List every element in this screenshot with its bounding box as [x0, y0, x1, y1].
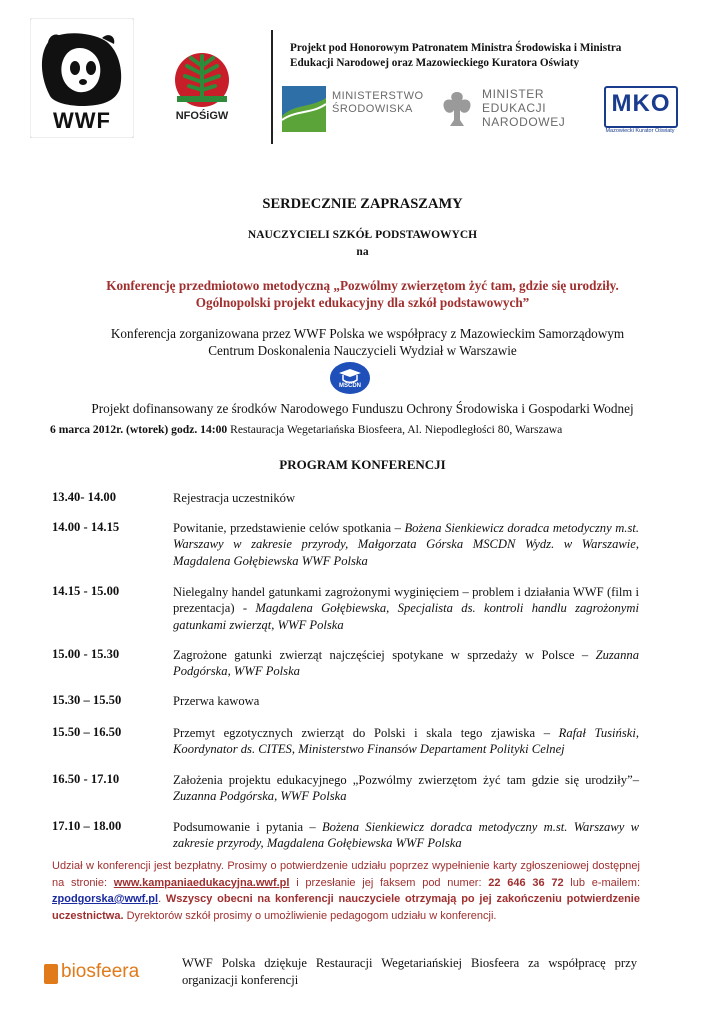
organizer-line-2: Centrum Doskonalenia Nauczycieli Wydział w Warszawie — [208, 343, 517, 358]
program-time: 14.15 - 15.00 — [52, 584, 120, 598]
program-description: Przerwa kawowa — [173, 694, 260, 708]
program-time: 15.00 - 15.30 — [52, 647, 120, 661]
ministry-education-line-1: MINISTER — [482, 87, 545, 101]
audience-na: na — [356, 246, 369, 258]
nfosigw-logo — [163, 48, 241, 132]
conference-title-line-1: Konferencję przedmiotowo metodyczną „Pozwólmy zwierzętom żyć tam, gdzie się urodziły. — [106, 278, 619, 293]
program-description: Podsumowanie i pytania – Bożena Sienkiewicz doradca metodyczny m.st. Warszawy w zakresie przyrody, Magdalena Gołębiewska WWF Polska — [173, 820, 639, 851]
program-time: 15.30 – 15.50 — [52, 693, 122, 707]
program-description: Zagrożone gatunki zwierząt najczęściej spotykane w sprzedaży w Polsce – Zuzanna Podgórska, WWF Polska — [173, 648, 639, 679]
program-time: 16.50 - 17.10 — [52, 772, 120, 786]
patronage-text — [290, 41, 710, 71]
nfosigw-wordmark: NFOŚiGW — [175, 110, 229, 122]
organizer-line-1: Konferencja zorganizowana przez WWF Polska we współpracy z Mazowieckim Samorządowym — [110, 326, 625, 341]
wwf-logo — [30, 18, 134, 138]
biosfeera-wordmark: biosfeera — [61, 961, 140, 982]
header-divider — [271, 30, 273, 144]
ministry-education-line-2: EDUKACJI — [482, 101, 547, 115]
ministry-education-logo — [440, 86, 582, 134]
event-date: 6 marca 2012r. (wtorek) godz. 14:00 — [50, 423, 228, 436]
mscdn-wordmark: MSCDN — [339, 383, 361, 389]
patronage-line-1: Projekt pod Honorowym Patronatem Ministra Środowiska i Ministra — [290, 42, 622, 54]
program-time: 13.40- 14.00 — [52, 490, 117, 504]
campaign-website-link[interactable]: www.kampaniaedukacyjna.wwf.pl — [113, 876, 290, 889]
program-description: Przemyt egzotycznych zwierząt do Polski i skala tego zjawiska – Rafał Tusiński, Koordynator ds. CITES, Ministerstwo Finansów Departament Polityki Celnej — [173, 726, 639, 757]
fax-number: 22 646 36 72 — [488, 876, 564, 889]
ministry-environment-line-2: ŚRODOWISKA — [332, 103, 413, 115]
conference-title-line-2: Ogólnopolski projekt edukacyjny dla szkół podstawowych” — [195, 295, 530, 310]
program-time: 15.50 – 16.50 — [52, 725, 122, 739]
program-description: Założenia projektu edukacyjnego „Pozwólmy zwierzętom żyć tam gdzie się urodziły”– Zuzanna Podgórska, WWF Polska — [173, 773, 639, 804]
program-title: PROGRAM KONFERENCJI — [279, 457, 446, 472]
date-venue — [50, 423, 562, 436]
program-description: Nielegalny handel gatunkami zagrożonymi wyginięciem – problem i działania WWF (film i prezentacja) - Magdalena Gołębiewska, Specjalista ds. kontroli handlu zagrożonymi gatunkami zwierząt, WWF Polska — [173, 585, 639, 632]
program-description: Powitanie, przedstawienie celów spotkania – Bożena Sienkiewicz doradca metodyczny m.st. Warszawy w zakresie przyrody, Małgorzata Górska MSCDN Wydz. w Warszawie, Magdalena Gołębiewska WWF Polska — [173, 521, 640, 568]
program-time: 14.00 - 14.15 — [52, 520, 120, 534]
invitation-heading: SERDECZNIE ZAPRASZAMY — [262, 196, 463, 212]
organizer-text — [0, 325, 725, 359]
biosfeera-logo — [44, 960, 154, 988]
thanks-note: WWF Polska dziękuje Restauracji Wegetariańskiej Biosfeera za współpracę przy organizacji konferencji — [182, 956, 637, 987]
event-venue: Restauracja Wegetariańska Biosfeera, Al. Niepodległości 80, Warszawa — [227, 423, 563, 436]
wwf-wordmark: WWF — [53, 108, 111, 133]
program-description: Rejestracja uczestników — [173, 491, 296, 505]
ministry-environment-line-1: MINISTERSTWO — [332, 90, 424, 102]
conference-title — [0, 277, 725, 311]
certificate-note: Wszyscy obecni na konferencji nauczyciele otrzymają po jej zakończeniu potwierdzenie uczestnictwa. — [52, 893, 640, 922]
ministry-education-line-3: NARODOWEJ — [482, 115, 566, 129]
funding-note: Projekt dofinansowany ze środków Narodowego Funduszu Ochrony Środowiska i Gospodarki Wodnej — [91, 401, 634, 416]
kurator-logo — [602, 86, 678, 142]
kurator-wordmark: MKO — [611, 90, 671, 117]
program-time: 17.10 – 18.00 — [52, 819, 122, 833]
mscdn-logo — [329, 361, 371, 395]
audience-heading: NAUCZYCIELI SZKÓŁ PODSTAWOWYCH — [247, 229, 478, 241]
contact-email-link[interactable]: zpodgorska@wwf.pl — [52, 893, 159, 905]
registration-notice: Udział w konferencji jest bezpłatny. Prosimy o potwierdzenie udziału poprzez wypełnienie karty zgłoszeniowej dostępnej na stronie: www.kampaniaedukacyjna.wwf.pl i przesłanie jej faksem pod numer: 22 646 36 72 lub e-mailem: zpodgorska@wwf.pl. Wszyscy obecni na konferencji nauczyciele otrzymają po jej zakończeniu potwierdzenie uczestnictwa. Dyrektorów szkół prosimy o umożliwienie pedagogom udziału w konferencji. — [52, 860, 641, 922]
kurator-subtitle: Mazowiecki Kurator Oświaty — [605, 128, 675, 134]
patronage-line-2: Edukacji Narodowej oraz Mazowieckiego Kuratora Oświaty — [290, 57, 580, 69]
ministry-environment-logo — [282, 86, 432, 134]
